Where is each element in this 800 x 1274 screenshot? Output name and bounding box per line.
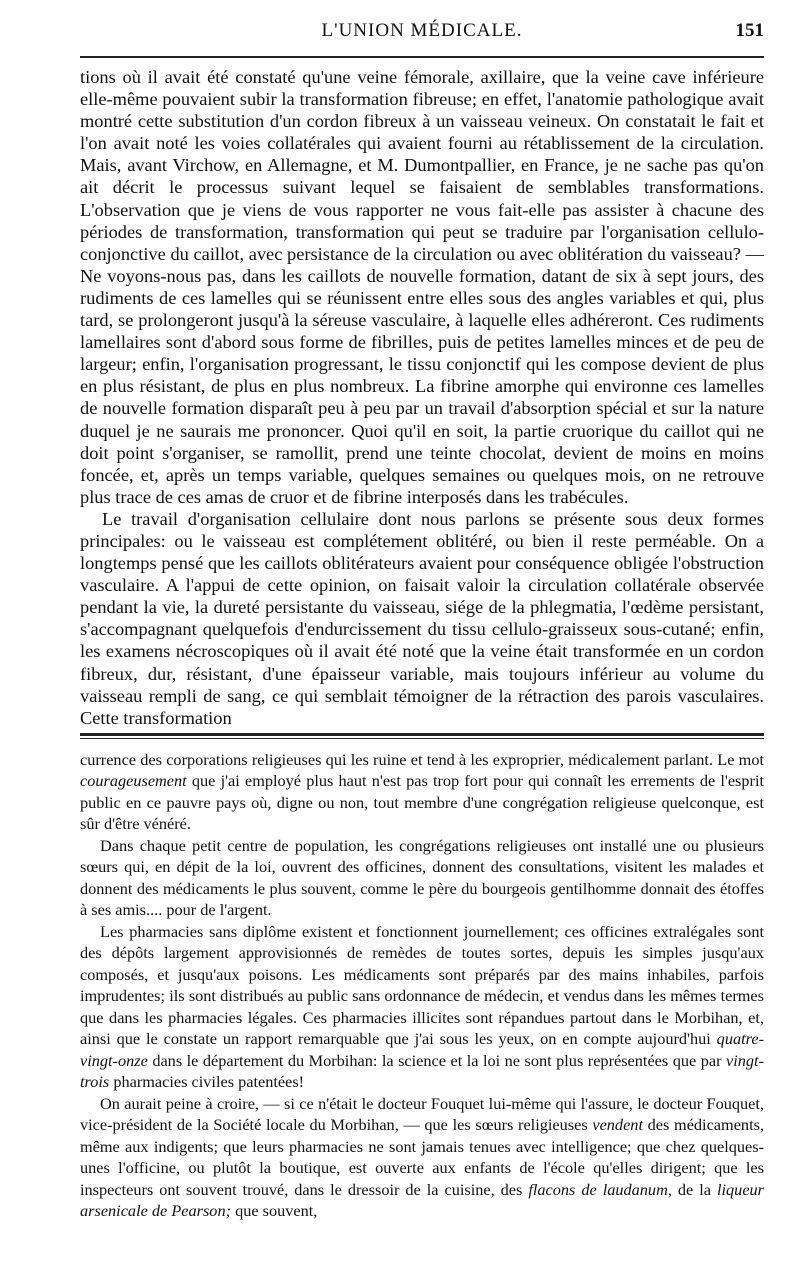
footnote-text: currence des corporations religieuses qui les ruine et tend à les exproprier, médicalement parlant. Le mot <box>80 749 764 769</box>
page-header <box>80 18 764 46</box>
main-text-body <box>80 66 764 729</box>
footnote-text: dans le département du Morbihan: la science et la loi ne sont plus représentées que par <box>147 1050 727 1070</box>
header-rule <box>80 56 764 58</box>
footnote-text: de la <box>671 1179 717 1199</box>
footnote-italic-text: liqueur arsenicale de Pearson; <box>80 1179 765 1221</box>
footnote-text: pharmacies civiles patentées! <box>109 1072 305 1092</box>
footnote-italic-text: vingt-trois <box>80 1050 764 1092</box>
footnote-text: que souvent, <box>231 1201 318 1221</box>
footnote-separator-rule <box>80 733 764 739</box>
footnote-text: que j'ai employé plus haut n'est pas trop fort pour qui connaît les errements de l'esprit public en ce pauvre pays où, digne ou non, tout membre d'une congrégation religieuse quelconque, est sûr d'être vénéré. <box>80 771 764 834</box>
footnote-text: Les pharmacies sans diplôme existent et fonctionnent journellement; ces officines extralégales sont des dépôts largement approvisionnés de remèdes de toutes sortes, depuis les simples jusqu'aux composés, et jusqu'aux poisons. Les médicaments sont préparés par des mains inhabiles, parfois imprudentes; ils sont distribués au public sans ordonnance de médecin, et vendus dans les mêmes termes que dans les pharmacies légales. Ces pharmacies illicites sont répandues partout dans le Morbihan, et, ainsi que le constate un rapport remarquable que j'ai sous les yeux, on en compte aujourd'hui <box>80 921 764 1049</box>
footnote-paragraph-1 <box>80 749 764 835</box>
footnote-paragraph-3 <box>80 921 764 1093</box>
running-title: L'UNION MÉDICALE. <box>321 20 523 41</box>
footnote-text: des médicaments, même aux indigents; que leurs pharmacies ne sont jamais tenues avec intelligence; que chez quelques-unes l'officine, ou plutôt la boutique, est ouverte aux enfants de l'école qu'elles dirigent; que les inspecteurs ont souvent trouvé, dans le dressoir de la cuisine, des <box>80 1115 764 1199</box>
footnote-body <box>80 749 764 1222</box>
footnote-paragraph-4 <box>80 1093 764 1222</box>
footnote-italic-text: courageusement <box>80 771 187 791</box>
footnote-italic-text: quatre-vingt-onze <box>80 1029 764 1070</box>
page-number: 151 <box>735 20 764 41</box>
footnote-paragraph-2: Dans chaque petit centre de population, les congrégations religieuses ont installé une ou plusieurs sœurs qui, en dépit de la loi, ouvrent des officines, donnent des consultations, visitent les malades et donnent des médicaments le plus souvent, comme le père du bourgeois gentilhomme donnait des étoffes à ses amis.... pour de l'argent. <box>80 835 764 920</box>
main-paragraph-2: Le travail d'organisation cellulaire dont nous parlons se présente sous deux formes principales: ou le vaisseau est complétement oblitéré, ou bien il reste perméable. On a longtemps pensé que les caillots oblitérateurs avaient pour conséquence obligée l'obstruction vasculaire. A l'appui de cette opinion, on faisait valoir la circulation collatérale observée pendant la vie, la dureté persistante du vaisseau, siége de la phlegmatia, l'œdème persistant, s'accompagnant quelquefois d'endurcissement du tissu cellulo-graisseux sous-cutané; enfin, les examens nécroscopiques où il avait été noté que la veine était transformée en un cordon fibreux, dur, résistant, d'une épaisseur variable, mais toujours inférieur au volume du vaisseau rempli de sang, ce qui semblait témoigner de la rétraction des parois vasculaires. Cette transformation <box>80 508 764 728</box>
footnote-text: On aurait peine à croire, — si ce n'était le docteur Fouquet lui-même qui l'assure, le docteur Fouquet, vice-président de la Société locale du Morbihan, — que les sœurs religieuses <box>80 1093 764 1135</box>
main-paragraph-1: tions où il avait été constaté qu'une veine fémorale, axillaire, que la veine cave inférieure elle-même pouvaient subir la transformation fibreuse; en effet, l'anatomie pathologique avait montré cette substitution d'un cordon fibreux à un vaisseau veineux. On constatait le fait et l'on avait noté les voies collatérales qui avaient fourni au rétablissement de la circulation. Mais, avant Virchow, en Allemagne, et M. Dumontpallier, en France, je ne sache pas qu'on ait décrit le processus suivant lequel se faisaient de semblables transformations. L'observation que je viens de vous rapporter ne vous fait-elle pas assister à chacune des périodes de transformation, transformation qui peut se traduire par l'organisation cellulo-conjonctive du caillot, avec persistance de la circulation ou avec oblitération du vaisseau? — Ne voyons-nous pas, dans les caillots de nouvelle formation, datant de six à sept jours, des rudiments de ces lamelles qui se réunissent entre elles sous des angles variables et qui, plus tard, se prolongeront jusqu'à la séreuse vasculaire, à laquelle elles adhéreront. Ces rudiments lamellaires sont d'abord sous forme de fibrilles, puis de petites lamelles minces et de peu de largeur; enfin, l'organisation progressant, le tissu conjonctif qui les compose devient de plus en plus résistant, de plus en plus nombreux. La fibrine amorphe qui environne ces lamelles de nouvelle formation disparaît peu à peu par un travail d'absorption spécial et sur la nature duquel je ne saurais me prononcer. Quoi qu'il en soit, la partie cruorique du caillot qui ne doit point s'organiser, se ramollit, prend une teinte chocolat, devient de moins en moins foncée, et, après un temps variable, quelques semaines ou quelques mois, on ne retrouve plus trace de ces amas de cruor et de fibrine interposés dans les trabécules. <box>80 67 764 507</box>
footnote-italic-text: vendent <box>592 1115 643 1135</box>
footnote-italic-text: flacons de laudanum, <box>528 1179 672 1199</box>
book-page <box>80 18 764 1258</box>
